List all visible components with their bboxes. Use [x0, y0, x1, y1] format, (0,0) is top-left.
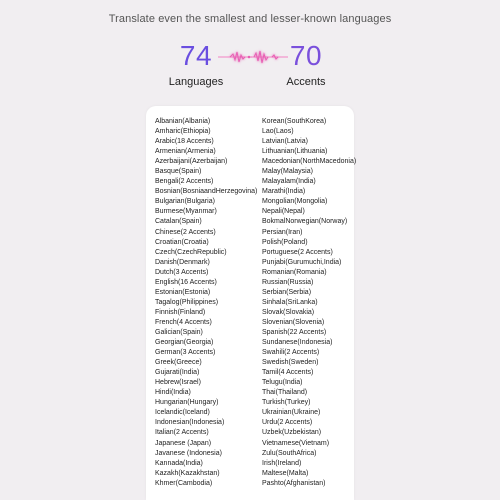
list-item: Gujarati(India) — [155, 369, 200, 377]
list-item: French(4 Accents) — [155, 318, 212, 326]
list-item: German(3 Accents) — [155, 349, 216, 357]
language-list-left — [155, 117, 263, 489]
list-item: Hindi(India) — [155, 389, 191, 397]
list-item: Bengali(2 Accents) — [155, 178, 214, 186]
list-item: Pashto(Afghanistan) — [262, 479, 326, 487]
list-item: Swahili(2 Accents) — [262, 349, 320, 357]
list-item: Czech(CzechRepublic) — [155, 248, 227, 256]
list-item: Hebrew(Israel) — [155, 379, 201, 387]
list-item: Greek(Greece) — [155, 359, 202, 367]
list-item: Albanian(Albania) — [155, 118, 211, 125]
list-item: Danish(Denmark) — [155, 258, 210, 266]
list-item: Marathi(India) — [262, 188, 306, 196]
list-item: Urdu(2 Accents) — [262, 419, 313, 427]
list-item: Azerbaijani(Azerbaijan) — [155, 158, 228, 166]
list-item: Kannada(India) — [155, 459, 203, 467]
list-item: Swedish(Sweden) — [262, 359, 319, 367]
list-item: Arabic(18 Accents) — [155, 138, 214, 146]
list-item: Maltese(Malta) — [262, 469, 309, 477]
list-item: Ukrainian(Ukraine) — [262, 409, 321, 417]
list-item: Galician(Spain) — [155, 328, 203, 336]
list-item: Catalan(Spain) — [155, 218, 202, 226]
headline: Translate even the smallest and lesser-known languages — [108, 13, 392, 25]
list-item: Irish(Ireland) — [262, 459, 302, 467]
list-item: Turkish(Turkey) — [262, 399, 311, 407]
list-item: Lithuanian(Lithuania) — [262, 148, 328, 156]
list-item: Malay(Malaysia) — [262, 168, 313, 176]
list-item: Sundanese(Indonesia) — [262, 339, 333, 347]
list-item: Javanese (Indonesia) — [155, 449, 222, 457]
list-item: Icelandic(Iceland) — [155, 409, 210, 417]
list-item: Spanish(22 Accents) — [262, 328, 327, 336]
list-item: Slovak(Slovakia) — [262, 308, 315, 316]
list-item: Dutch(3 Accents) — [155, 268, 209, 276]
list-item: Armenian(Armenia) — [155, 148, 216, 156]
list-item: Japanese (Japan) — [155, 439, 212, 447]
list-item: Nepali(Nepal) — [262, 208, 305, 216]
list-item: Latvian(Latvia) — [262, 138, 308, 146]
list-item: Hungarian(Hungary) — [155, 399, 219, 407]
list-item: Bosnian(BosniaandHerzegovina) — [155, 188, 258, 196]
list-item: Vietnamese(Vietnam) — [262, 439, 330, 447]
list-item: Chinese(2 Accents) — [155, 228, 216, 236]
list-item: Croatian(Croatia) — [155, 238, 209, 246]
list-item: Georgian(Georgia) — [155, 339, 214, 347]
list-item: Indonesian(Indonesia) — [155, 419, 225, 427]
list-item: BokmalNorwegian(Norway) — [262, 218, 348, 226]
list-item: Thai(Thailand) — [262, 389, 308, 397]
language-list-right — [262, 117, 357, 489]
list-item: Amharic(Ethiopia) — [155, 128, 211, 136]
list-item: Basque(Spain) — [155, 168, 202, 176]
list-item: Uzbek(Uzbekistan) — [262, 429, 322, 437]
languages-count: 74 — [179, 40, 213, 71]
list-item: Malayalam(India) — [262, 178, 316, 186]
list-item: Romanian(Romania) — [262, 268, 327, 276]
list-item: Korean(SouthKorea) — [262, 118, 327, 125]
list-item: Russian(Russia) — [262, 278, 314, 286]
list-item: Italian(2 Accents) — [155, 429, 209, 437]
list-item: Zulu(SouthAfrica) — [262, 449, 317, 457]
list-item: Khmer(Cambodia) — [155, 479, 213, 487]
list-item: Estonian(Estonia) — [155, 288, 211, 296]
list-item: Persian(Iran) — [262, 228, 303, 236]
list-item: Telugu(India) — [262, 379, 303, 387]
list-item: Kazakh(Kazakhstan) — [155, 469, 220, 477]
list-item: Tamil(4 Accents) — [262, 369, 314, 377]
list-item: Finnish(Finland) — [155, 308, 206, 316]
list-item: English(16 Accents) — [155, 278, 217, 286]
list-item: Lao(Laos) — [262, 128, 294, 136]
accents-count: 70 — [289, 40, 323, 71]
list-item: Sinhala(SriLanka) — [262, 298, 318, 306]
list-item: Portuguese(2 Accents) — [262, 248, 333, 256]
language-list-card — [146, 106, 357, 500]
accents-label: Accents — [286, 76, 326, 88]
list-item: Punjabi(Gurumuchi,India) — [262, 258, 342, 266]
list-item: Serbian(Serbia) — [262, 288, 312, 296]
list-item: Polish(Poland) — [262, 238, 308, 246]
list-item: Bulgarian(Bulgaria) — [155, 198, 215, 206]
list-item: Slovenian(Slovenia) — [262, 318, 325, 326]
list-item: Macedonian(NorthMacedonia) — [262, 158, 357, 166]
soundwave-connector-icon — [216, 46, 290, 68]
list-item: Mongolian(Mongolia) — [262, 198, 328, 206]
list-item: Tagalog(Philippines) — [155, 298, 219, 306]
languages-label: Languages — [168, 76, 224, 88]
list-item: Burmese(Myanmar) — [155, 208, 217, 216]
